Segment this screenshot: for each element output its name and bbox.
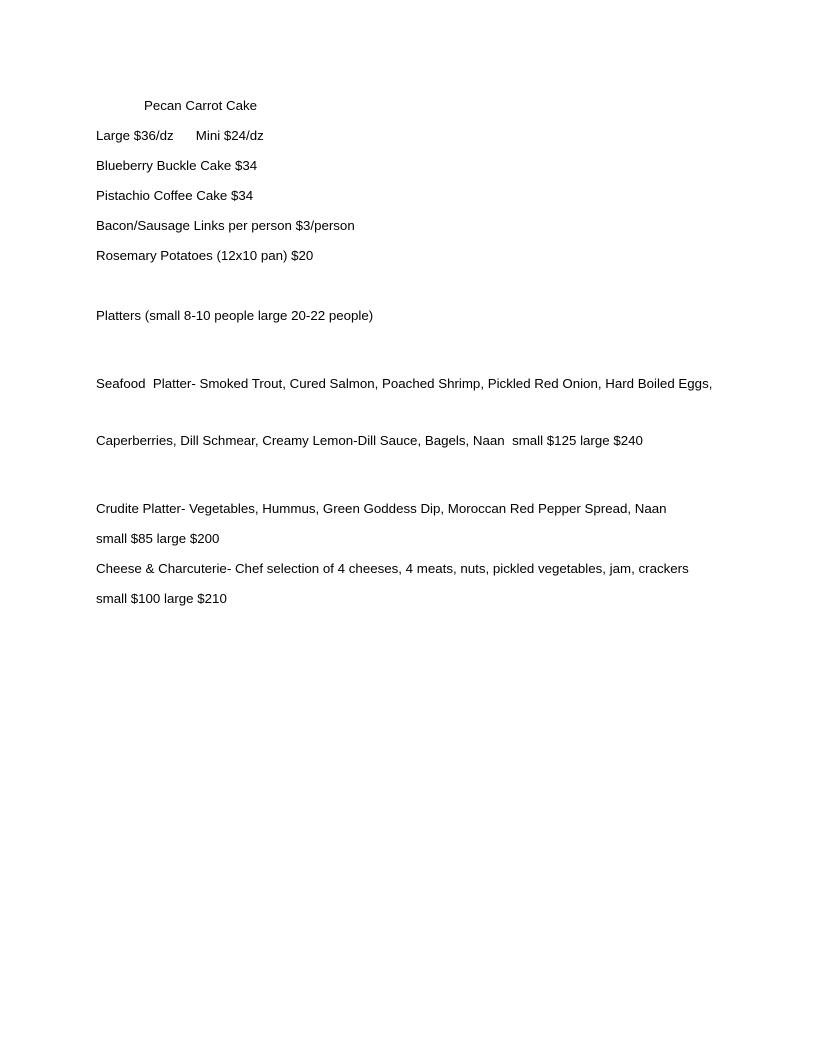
seafood-platter-line2: Caperberries, Dill Schmear, Creamy Lemon-Dill Sauce, Bagels, Naan small $125 large $240 (96, 433, 643, 448)
crudite-platter: Crudite Platter- Vegetables, Hummus, Green Goddess Dip, Moroccan Red Pepper Spread, Naan (96, 501, 667, 516)
item-pistachio-coffee-cake: Pistachio Coffee Cake $34 (96, 188, 254, 203)
item-blueberry-buckle-cake: Blueberry Buckle Cake $34 (96, 158, 258, 173)
item-rosemary-potatoes: Rosemary Potatoes (12x10 pan) $20 (96, 248, 314, 263)
cheese-charcuterie-prices: small $100 large $210 (96, 591, 227, 606)
platters-heading: Platters (small 8-10 people large 20-22 people) (96, 308, 374, 323)
cheese-charcuterie-platter: Cheese & Charcuterie- Chef selection of 4 cheeses, 4 meats, nuts, pickled vegetables, jam, crackers (96, 561, 689, 576)
item-carrot-cake-prices: Large $36/dz Mini $24/dz (96, 128, 264, 143)
section-spacer (96, 276, 720, 306)
crudite-platter-prices: small $85 large $200 (96, 531, 220, 546)
item-pecan-carrot-cake: Pecan Carrot Cake (144, 98, 258, 113)
seafood-platter-line1: Seafood Platter- Smoked Trout, Cured Salmon, Poached Shrimp, Pickled Red Onion, Hard Boiled Eggs, (96, 376, 713, 391)
seafood-platter (96, 336, 720, 488)
item-bacon-sausage-links: Bacon/Sausage Links per person $3/person (96, 218, 355, 233)
document-page (96, 96, 720, 619)
